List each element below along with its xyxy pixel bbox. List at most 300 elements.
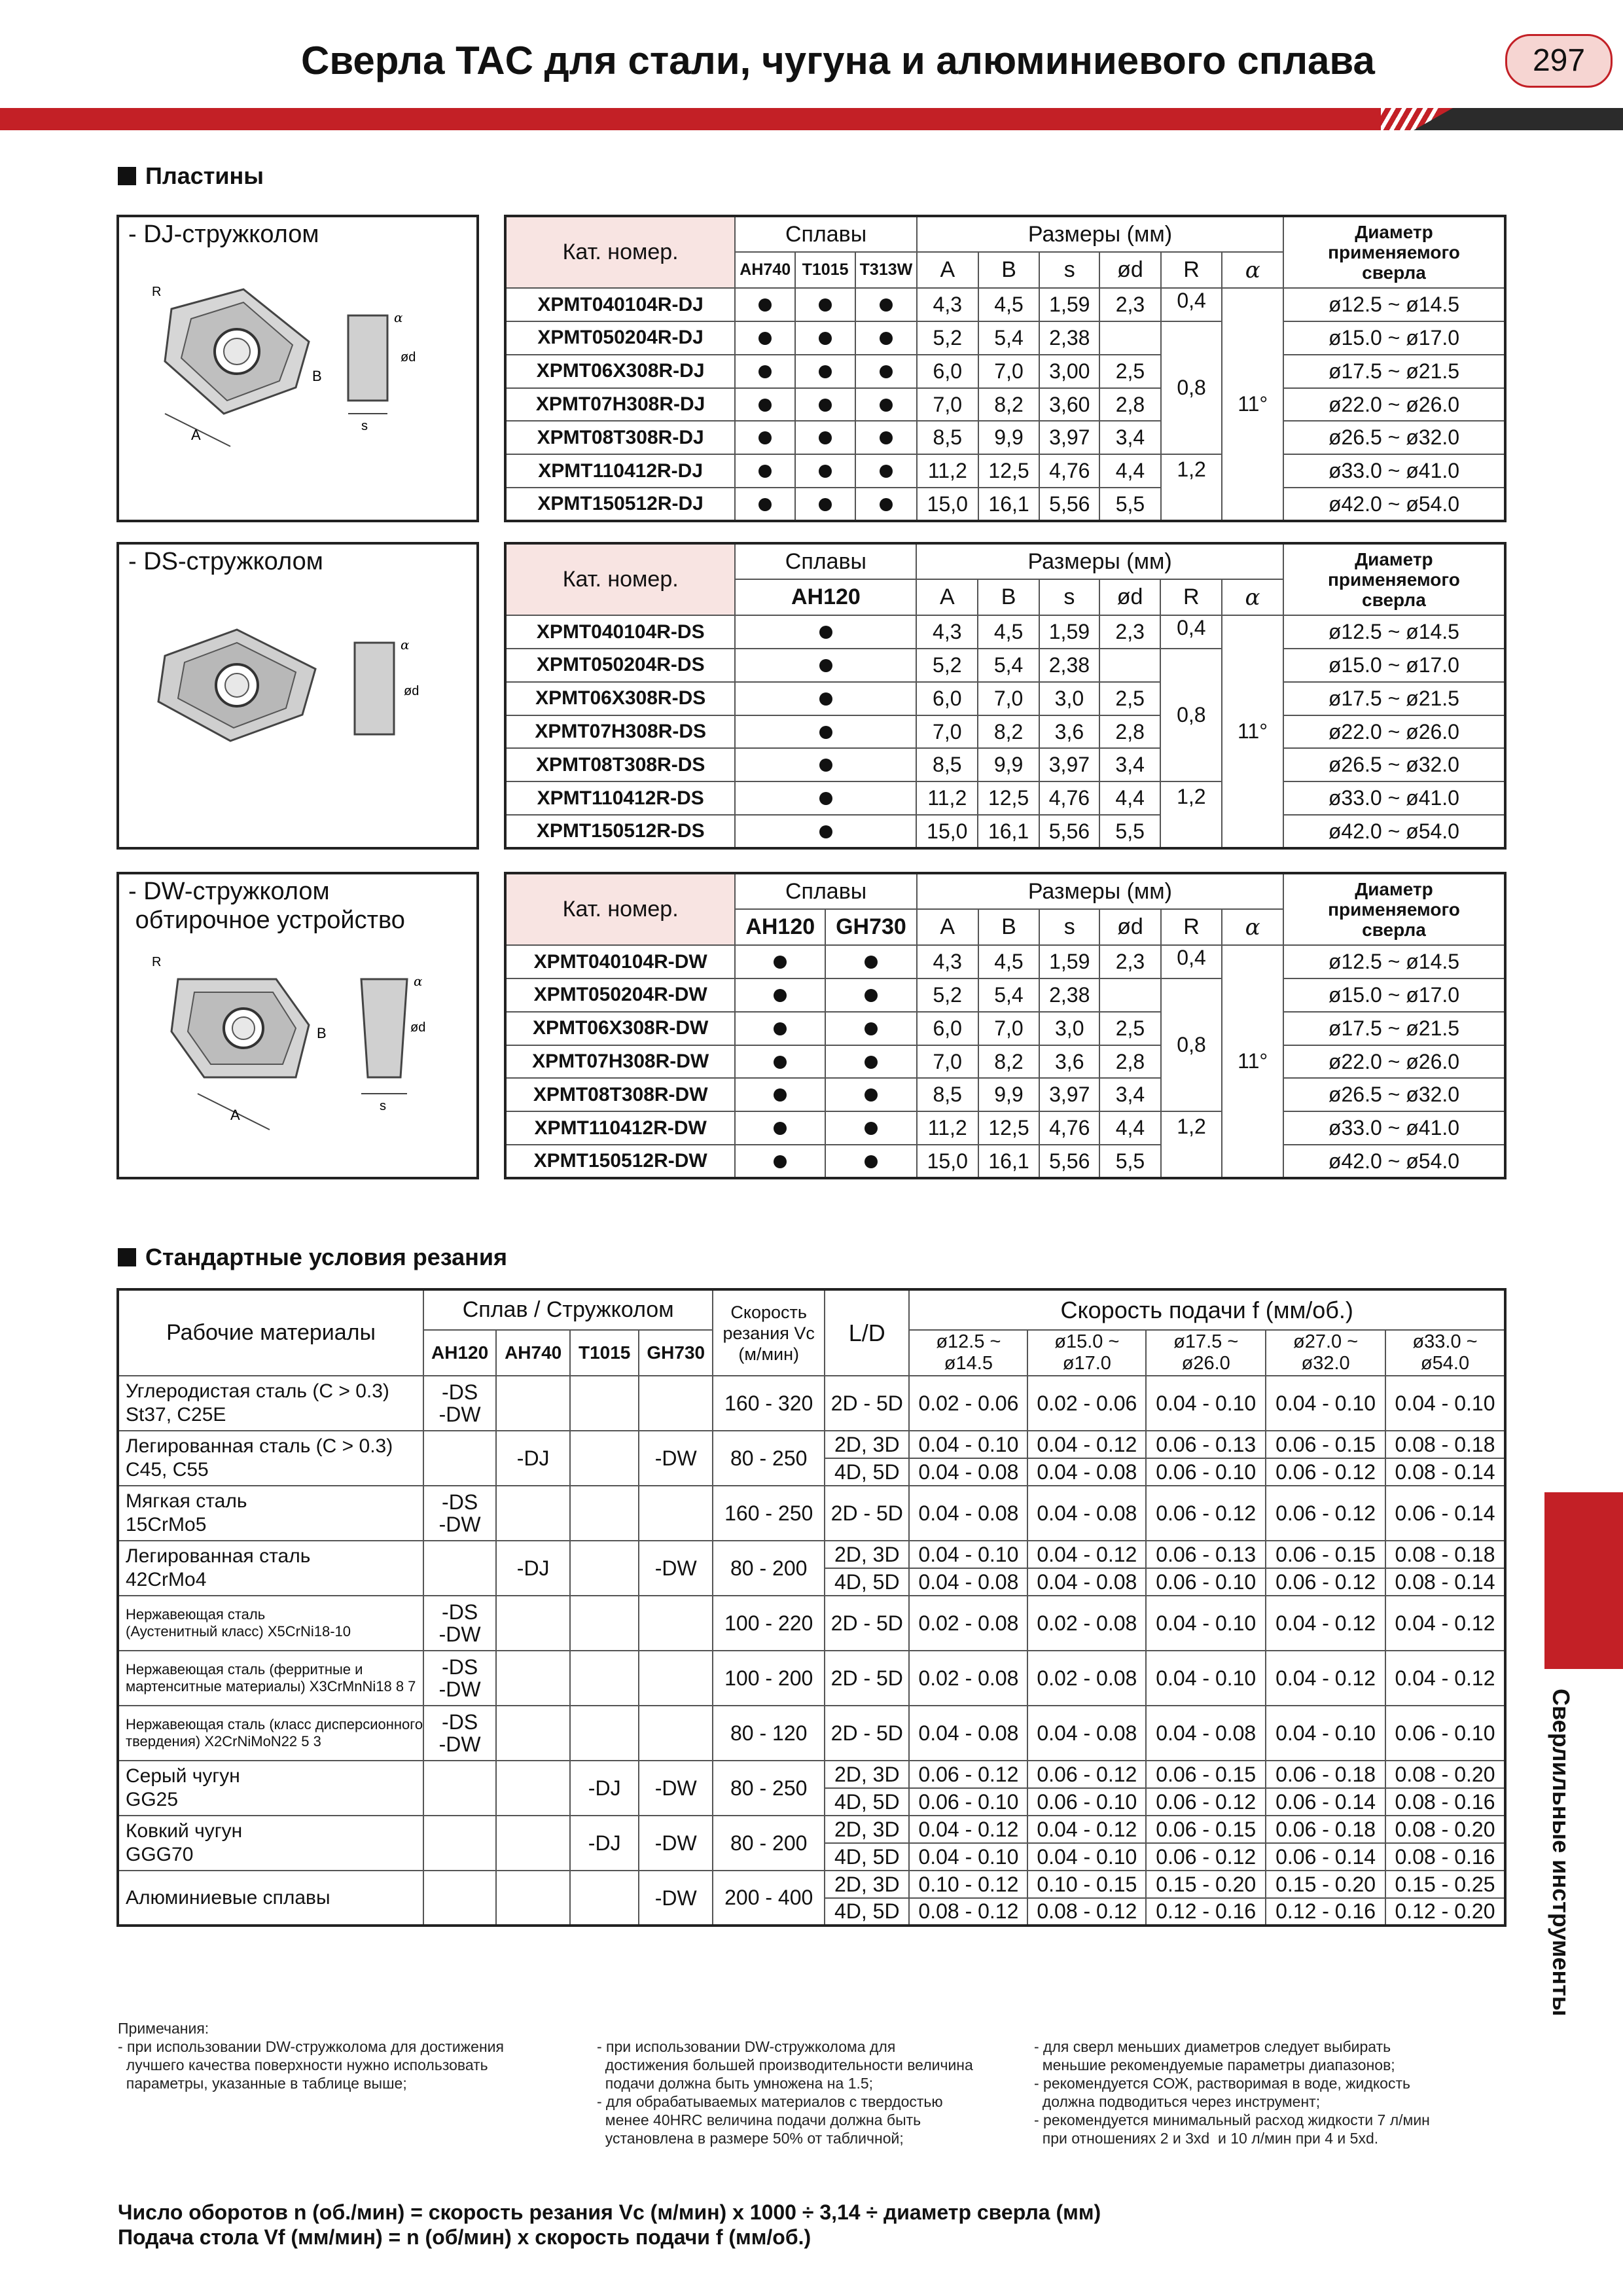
alloy-availability-dot <box>795 454 855 488</box>
bullet-dot-icon <box>880 465 893 478</box>
dim-d: 5,5 <box>1099 815 1161 848</box>
bullet-dot-icon <box>758 431 772 444</box>
material-name-line-2: 15CrMo5 <box>126 1514 207 1535</box>
col-header-B: B <box>978 579 1039 615</box>
ld-ratio: 2D, 3D <box>825 1816 909 1843</box>
feed-value: 0.06 - 0.10 <box>1146 1568 1266 1596</box>
dim-s: 2,38 <box>1039 321 1099 355</box>
catalog-number: XPMT07H308R-DJ <box>505 388 735 422</box>
svg-text:s: s <box>361 419 368 433</box>
cutting-speed: 200 - 400 <box>713 1871 825 1926</box>
dim-A: 15,0 <box>917 488 978 521</box>
feed-value: 0.06 - 0.15 <box>1266 1431 1385 1458</box>
svg-text:ød: ød <box>410 1020 426 1035</box>
bullet-dot-icon <box>774 1022 787 1035</box>
feed-value: 0.06 - 0.14 <box>1266 1788 1385 1816</box>
dim-B: 4,5 <box>978 945 1040 978</box>
dim-s: 5,56 <box>1039 488 1099 521</box>
feed-value: 0.06 - 0.10 <box>1027 1788 1146 1816</box>
breaker-ah120: -DS -DW <box>423 1376 496 1431</box>
col-header-d: ød <box>1099 579 1161 615</box>
material-name <box>118 1706 423 1761</box>
breaker-ah740 <box>496 1816 570 1871</box>
ds-insert-top-view <box>158 630 315 741</box>
dim-B: 9,9 <box>978 748 1039 781</box>
alloy-availability-dot <box>735 288 795 321</box>
col-header-A: A <box>916 579 978 615</box>
col-header-diameter: Диаметр применяемого сверла <box>1283 216 1505 288</box>
dim-A: 11,2 <box>916 781 978 815</box>
col-header-cat: Кат. номер. <box>505 543 735 615</box>
dim-B: 16,1 <box>978 488 1040 521</box>
svg-text:s: s <box>380 1099 386 1113</box>
dim-B: 12,5 <box>978 781 1039 815</box>
alloy-availability-dot <box>825 1111 917 1145</box>
col-header-ah740: AH740 <box>496 1330 570 1376</box>
svg-text:R: R <box>152 285 162 299</box>
feed-value: 0.02 - 0.08 <box>1027 1651 1146 1706</box>
bullet-dot-icon <box>865 1022 878 1035</box>
ld-ratio: 4D, 5D <box>825 1788 909 1816</box>
feed-value: 0.04 - 0.08 <box>1027 1568 1146 1596</box>
feed-value: 0.08 - 0.14 <box>1385 1458 1505 1486</box>
col-header-dims: Размеры (мм) <box>917 216 1283 252</box>
bullet-dot-icon <box>819 626 832 639</box>
bullet-dot-icon <box>819 726 832 739</box>
dim-B: 4,5 <box>978 615 1039 649</box>
feed-value: 0.06 - 0.18 <box>1266 1761 1385 1788</box>
col-header-diameter: Диаметр применяемого сверла <box>1283 543 1505 615</box>
feed-value: 0.12 - 0.16 <box>1266 1898 1385 1926</box>
notes-column-3 <box>1034 2037 1505 2147</box>
feed-value: 0.06 - 0.12 <box>1266 1486 1385 1541</box>
dim-d: 5,5 <box>1099 488 1161 521</box>
dim-d: 2,5 <box>1099 1012 1161 1045</box>
dim-s: 4,76 <box>1039 781 1099 815</box>
feed-value: 0.04 - 0.12 <box>1266 1596 1385 1651</box>
alloy-availability-dot <box>795 288 855 321</box>
applicable-diameter: ø26.5 ~ ø32.0 <box>1283 421 1505 454</box>
alloy-availability-dot <box>795 421 855 454</box>
applicable-diameter: ø12.5 ~ ø14.5 <box>1283 615 1505 649</box>
dim-B: 5,4 <box>978 321 1040 355</box>
table-row <box>505 1111 1505 1145</box>
material-name-line-1: Легированная сталь (C > 0.3) <box>126 1435 393 1457</box>
breaker-ah120: -DS -DW <box>423 1706 496 1761</box>
table-row <box>505 1078 1505 1111</box>
feed-value: 0.04 - 0.12 <box>1266 1651 1385 1706</box>
breaker-gh730 <box>639 1376 713 1431</box>
note-line: менее 40HRC величина подачи должна быть <box>597 2111 921 2128</box>
bullet-dot-icon <box>819 399 832 412</box>
cutting-speed: 80 - 250 <box>713 1761 825 1816</box>
col-header-alloy-ah120: AH120 <box>735 579 916 615</box>
bullet-dot-icon <box>758 365 772 378</box>
feed-value: 0.06 - 0.12 <box>1266 1458 1385 1486</box>
note-line: - для обрабатываемых материалов с твердостью <box>597 2093 943 2110</box>
ds-insert-drawing <box>145 617 459 826</box>
table-row <box>505 649 1505 682</box>
feed-value: 0.04 - 0.08 <box>1146 1706 1266 1761</box>
dim-d: 2,8 <box>1099 715 1161 749</box>
material-name <box>118 1596 423 1651</box>
applicable-diameter: ø12.5 ~ ø14.5 <box>1283 288 1505 321</box>
col-header-s: s <box>1039 579 1099 615</box>
bullet-dot-icon <box>819 659 832 672</box>
catalog-number: XPMT08T308R-DW <box>505 1078 735 1111</box>
alloy-availability-dot <box>735 815 916 848</box>
col-header-B: B <box>978 252 1040 288</box>
bullet-dot-icon <box>865 1056 878 1069</box>
cutting-conditions-table <box>116 1288 1507 1927</box>
table-row <box>118 1651 1505 1706</box>
dim-R: 1,2 <box>1161 454 1222 521</box>
catalog-number: XPMT06X308R-DJ <box>505 355 735 388</box>
col-header-A: A <box>917 252 978 288</box>
alloy-availability-dot <box>735 355 795 388</box>
dim-d: 3,4 <box>1099 1078 1161 1111</box>
feed-value: 0.04 - 0.10 <box>1146 1376 1266 1431</box>
material-name-line-2: GGG70 <box>126 1844 194 1865</box>
ld-ratio: 4D, 5D <box>825 1843 909 1871</box>
dim-A: 7,0 <box>917 1045 978 1079</box>
feed-value: 0.02 - 0.06 <box>1027 1376 1146 1431</box>
applicable-diameter: ø17.5 ~ ø21.5 <box>1283 355 1505 388</box>
breaker-ah120 <box>423 1871 496 1926</box>
feed-value: 0.06 - 0.15 <box>1266 1541 1385 1568</box>
col-header-alloy-ah740: AH740 <box>735 252 795 288</box>
feed-value: 0.06 - 0.12 <box>909 1761 1027 1788</box>
cutting-speed: 100 - 220 <box>713 1596 825 1651</box>
applicable-diameter: ø22.0 ~ ø26.0 <box>1283 1045 1505 1079</box>
dim-d <box>1099 321 1161 355</box>
material-name <box>118 1431 423 1486</box>
breaker-gh730: -DW <box>639 1541 713 1596</box>
svg-text:α: α <box>414 973 423 989</box>
alloy-availability-dot <box>825 1145 917 1178</box>
breaker-gh730: -DW <box>639 1871 713 1926</box>
feed-value: 0.08 - 0.20 <box>1385 1816 1505 1843</box>
applicable-diameter: ø17.5 ~ ø21.5 <box>1283 1012 1505 1045</box>
feed-value: 0.04 - 0.10 <box>1266 1706 1385 1761</box>
dim-A: 5,2 <box>917 978 978 1012</box>
bullet-dot-icon <box>758 498 772 511</box>
dim-R: 0,4 <box>1161 945 1222 978</box>
dim-s: 3,97 <box>1039 748 1099 781</box>
dim-B: 8,2 <box>978 388 1040 422</box>
table-row <box>118 1596 1505 1651</box>
dim-A: 5,2 <box>916 649 978 682</box>
bullet-dot-icon <box>758 399 772 412</box>
breaker-t1015: -DJ <box>570 1761 639 1816</box>
dim-s: 3,97 <box>1039 1078 1099 1111</box>
alloy-availability-dot <box>855 388 917 422</box>
dim-B: 8,2 <box>978 715 1039 749</box>
col-header-cat: Кат. номер. <box>505 216 735 288</box>
note-line: - при использовании DW-стружколома для <box>597 2038 896 2055</box>
col-header-ld: L/D <box>825 1289 909 1376</box>
svg-text:A: A <box>230 1107 240 1123</box>
material-name <box>118 1486 423 1541</box>
dim-R: 0,4 <box>1160 615 1222 649</box>
feed-value: 0.06 - 0.13 <box>1146 1431 1266 1458</box>
ld-ratio: 2D, 3D <box>825 1431 909 1458</box>
breaker-ah120: -DS -DW <box>423 1596 496 1651</box>
bullet-dot-icon <box>758 465 772 478</box>
feed-value: 0.06 - 0.14 <box>1266 1843 1385 1871</box>
feed-value: 0.08 - 0.14 <box>1385 1568 1505 1596</box>
alloy-availability-dot <box>825 1078 917 1111</box>
bullet-dot-icon <box>865 1122 878 1135</box>
table-row <box>505 321 1505 355</box>
applicable-diameter: ø26.5 ~ ø32.0 <box>1283 748 1505 781</box>
catalog-number: XPMT050204R-DS <box>505 649 735 682</box>
feed-value: 0.06 - 0.10 <box>909 1788 1027 1816</box>
alloy-availability-dot <box>855 355 917 388</box>
table-row <box>118 1706 1505 1761</box>
alloy-availability-dot <box>735 649 916 682</box>
material-name-line-2: GG25 <box>126 1789 179 1810</box>
feed-value: 0.04 - 0.12 <box>1385 1596 1505 1651</box>
dim-B: 5,4 <box>978 978 1040 1012</box>
bullet-dot-icon <box>865 956 878 969</box>
bullet-dot-icon <box>758 332 772 345</box>
note-line: должна подводиться через инструмент; <box>1034 2093 1321 2110</box>
feed-value: 0.04 - 0.12 <box>1027 1431 1146 1458</box>
breaker-ah120: -DS -DW <box>423 1651 496 1706</box>
breaker-ah740 <box>496 1596 570 1651</box>
material-name-line-1: Ковкий чугун <box>126 1820 243 1842</box>
alloy-availability-dot <box>795 388 855 422</box>
table-row <box>505 978 1505 1012</box>
breaker-ah740 <box>496 1651 570 1706</box>
alloy-availability-dot <box>795 488 855 521</box>
dj-inserts-table <box>504 215 1507 522</box>
feed-value: 0.04 - 0.08 <box>909 1458 1027 1486</box>
bullet-dot-icon <box>774 1056 787 1069</box>
breaker-ah740 <box>496 1376 570 1431</box>
bullet-dot-icon <box>819 431 832 444</box>
feed-value: 0.15 - 0.25 <box>1385 1871 1505 1898</box>
table-row <box>118 1761 1505 1788</box>
cutting-speed: 80 - 120 <box>713 1706 825 1761</box>
table-row <box>505 615 1505 649</box>
dim-A: 8,5 <box>917 1078 978 1111</box>
col-header-t1015: T1015 <box>570 1330 639 1376</box>
dj-insert-top-view <box>152 285 322 446</box>
col-header-d: ød <box>1099 909 1161 945</box>
breaker-ah740 <box>496 1706 570 1761</box>
col-header-dims: Размеры (мм) <box>917 873 1283 909</box>
dim-s: 3,6 <box>1039 1045 1099 1079</box>
material-name-line-2: (Аустенитный класс) X5CrNi18-10 <box>126 1623 351 1640</box>
feed-value: 0.04 - 0.10 <box>909 1541 1027 1568</box>
applicable-diameter: ø12.5 ~ ø14.5 <box>1283 945 1505 978</box>
section-heading-inserts: Пластины <box>118 162 264 190</box>
dw-box-title: - DW-стружколом обтирочное устройство <box>128 878 405 934</box>
catalog-number: XPMT110412R-DJ <box>505 454 735 488</box>
dj-insert-side-view <box>348 310 416 433</box>
catalog-number: XPMT050204R-DJ <box>505 321 735 355</box>
alloy-availability-dot <box>735 715 916 749</box>
dim-R: 1,2 <box>1160 781 1222 848</box>
feed-value: 0.04 - 0.10 <box>909 1843 1027 1871</box>
col-header-alloy-gh730: GH730 <box>825 909 917 945</box>
feed-value: 0.08 - 0.18 <box>1385 1431 1505 1458</box>
note-line: лучшего качества поверхности нужно использовать <box>118 2056 488 2073</box>
col-header-alloy-breaker: Сплав / Стружколом <box>423 1289 713 1330</box>
note-line: - для сверл меньших диаметров следует выбирать <box>1034 2038 1391 2055</box>
note-line: при отношениях 2 и 3xd и 10 л/мин при 4 и 5xd. <box>1034 2130 1379 2147</box>
table-row <box>505 288 1505 321</box>
cutting-speed: 160 - 250 <box>713 1486 825 1541</box>
bullet-dot-icon <box>819 498 832 511</box>
alloy-availability-dot <box>735 945 825 978</box>
table-row <box>505 815 1505 848</box>
bullet-dot-icon <box>880 365 893 378</box>
bullet-dot-icon <box>819 825 832 838</box>
table-row <box>505 1012 1505 1045</box>
table-row <box>505 488 1505 521</box>
cutting-speed: 80 - 200 <box>713 1541 825 1596</box>
breaker-ah120 <box>423 1761 496 1816</box>
alloy-availability-dot <box>795 321 855 355</box>
bullet-dot-icon <box>819 759 832 772</box>
col-header-R: R <box>1161 252 1222 288</box>
feed-value: 0.08 - 0.16 <box>1385 1788 1505 1816</box>
cutting-speed: 80 - 200 <box>713 1816 825 1871</box>
catalog-number: XPMT150512R-DS <box>505 815 735 848</box>
feed-value: 0.06 - 0.15 <box>1146 1761 1266 1788</box>
side-section-label: Сверлильные инструменты <box>1548 1689 1575 2017</box>
table-row <box>505 715 1505 749</box>
ld-ratio: 2D - 5D <box>825 1706 909 1761</box>
material-name <box>118 1651 423 1706</box>
ds-diagram-box <box>116 542 479 850</box>
bullet-dot-icon <box>880 298 893 312</box>
alloy-availability-dot <box>735 1045 825 1079</box>
note-line: подачи должна быть умножена на 1.5; <box>597 2075 874 2092</box>
col-header-feed: Скорость подачи f (мм/об.) <box>909 1289 1505 1330</box>
dim-B: 16,1 <box>978 1145 1040 1178</box>
catalog-number: XPMT08T308R-DS <box>505 748 735 781</box>
dim-s: 5,56 <box>1039 815 1099 848</box>
breaker-t1015 <box>570 1541 639 1596</box>
material-name-line-2: 42CrMo4 <box>126 1569 207 1590</box>
table-row <box>505 421 1505 454</box>
col-header-dims: Размеры (мм) <box>916 543 1283 579</box>
table-row <box>118 1486 1505 1541</box>
table-row <box>505 388 1505 422</box>
svg-text:α: α <box>401 637 410 653</box>
breaker-ah120: -DS -DW <box>423 1486 496 1541</box>
feed-value: 0.02 - 0.08 <box>909 1596 1027 1651</box>
dw-diagram-box <box>116 872 479 1179</box>
alloy-availability-dot <box>825 945 917 978</box>
table-row <box>505 1145 1505 1178</box>
col-header-R: R <box>1161 909 1222 945</box>
table-row <box>505 682 1505 715</box>
dim-B: 7,0 <box>978 355 1040 388</box>
catalog-number: XPMT06X308R-DW <box>505 1012 735 1045</box>
ds-inserts-table <box>504 542 1507 850</box>
col-header-alpha: α <box>1222 579 1283 615</box>
page-title: Сверла TAC для стали, чугуна и алюминиевого сплава <box>301 39 1375 82</box>
dim-B: 4,5 <box>978 288 1040 321</box>
alloy-availability-dot <box>825 1045 917 1079</box>
dim-B: 16,1 <box>978 815 1039 848</box>
applicable-diameter: ø33.0 ~ ø41.0 <box>1283 1111 1505 1145</box>
material-name-line-1: Нержавеющая сталь (ферритные и <box>126 1661 363 1677</box>
dim-d: 2,3 <box>1099 288 1161 321</box>
breaker-ah740: -DJ <box>496 1541 570 1596</box>
breaker-t1015 <box>570 1651 639 1706</box>
col-header-feed-d4: ø27.0 ~ ø32.0 <box>1266 1330 1385 1376</box>
note-line: параметры, указанные в таблице выше; <box>118 2075 407 2092</box>
ds-box-title: - DS-стружколом <box>128 548 323 575</box>
ld-ratio: 2D - 5D <box>825 1651 909 1706</box>
dim-R: 1,2 <box>1161 1111 1222 1178</box>
material-name <box>118 1376 423 1431</box>
alloy-availability-dot <box>855 421 917 454</box>
alloy-availability-dot <box>795 355 855 388</box>
cutting-speed: 100 - 200 <box>713 1651 825 1706</box>
svg-text:ød: ød <box>401 350 416 365</box>
note-line: - рекомендуется СОЖ, растворимая в воде, жидкость <box>1034 2075 1410 2092</box>
ds-insert-side-view <box>355 637 419 734</box>
col-header-feed-d3: ø17.5 ~ ø26.0 <box>1146 1330 1266 1376</box>
col-header-alloy-t1015: T1015 <box>795 252 855 288</box>
bullet-dot-icon <box>865 1088 878 1102</box>
dim-d: 2,3 <box>1099 945 1161 978</box>
alloy-availability-dot <box>855 454 917 488</box>
dim-s: 3,00 <box>1039 355 1099 388</box>
col-header-R: R <box>1160 579 1222 615</box>
feed-value: 0.15 - 0.20 <box>1266 1871 1385 1898</box>
table-row <box>505 945 1505 978</box>
dim-d: 4,4 <box>1099 781 1161 815</box>
dim-d: 3,4 <box>1099 748 1161 781</box>
section-heading-cutting: Стандартные условия резания <box>118 1244 507 1271</box>
bullet-dot-icon <box>880 431 893 444</box>
breaker-t1015 <box>570 1431 639 1486</box>
dim-A: 4,3 <box>917 288 978 321</box>
material-name <box>118 1761 423 1816</box>
notes-column-1 <box>118 2037 576 2092</box>
dim-d <box>1099 978 1161 1012</box>
col-header-s: s <box>1039 252 1099 288</box>
table-row <box>505 748 1505 781</box>
dim-A: 5,2 <box>917 321 978 355</box>
col-header-cat: Кат. номер. <box>505 873 735 945</box>
note-line: - при использовании DW-стружколома для достижения <box>118 2038 504 2055</box>
col-header-cutting-speed: Скорость резания Vc (м/мин) <box>713 1289 825 1376</box>
feed-value: 0.04 - 0.12 <box>1027 1541 1146 1568</box>
col-header-alloy-t313w: T313W <box>855 252 917 288</box>
breaker-t1015 <box>570 1376 639 1431</box>
feed-value: 0.06 - 0.10 <box>1146 1458 1266 1486</box>
feed-value: 0.04 - 0.10 <box>1266 1376 1385 1431</box>
breaker-gh730 <box>639 1706 713 1761</box>
feed-value: 0.06 - 0.13 <box>1146 1541 1266 1568</box>
alloy-availability-dot <box>735 488 795 521</box>
side-tab-marker <box>1544 1492 1623 1669</box>
dim-d: 4,4 <box>1099 1111 1161 1145</box>
feed-value: 0.04 - 0.12 <box>909 1816 1027 1843</box>
dim-s: 3,97 <box>1039 421 1099 454</box>
alloy-availability-dot <box>735 978 825 1012</box>
material-name-line-1: Углеродистая сталь (C > 0.3) <box>126 1380 389 1402</box>
